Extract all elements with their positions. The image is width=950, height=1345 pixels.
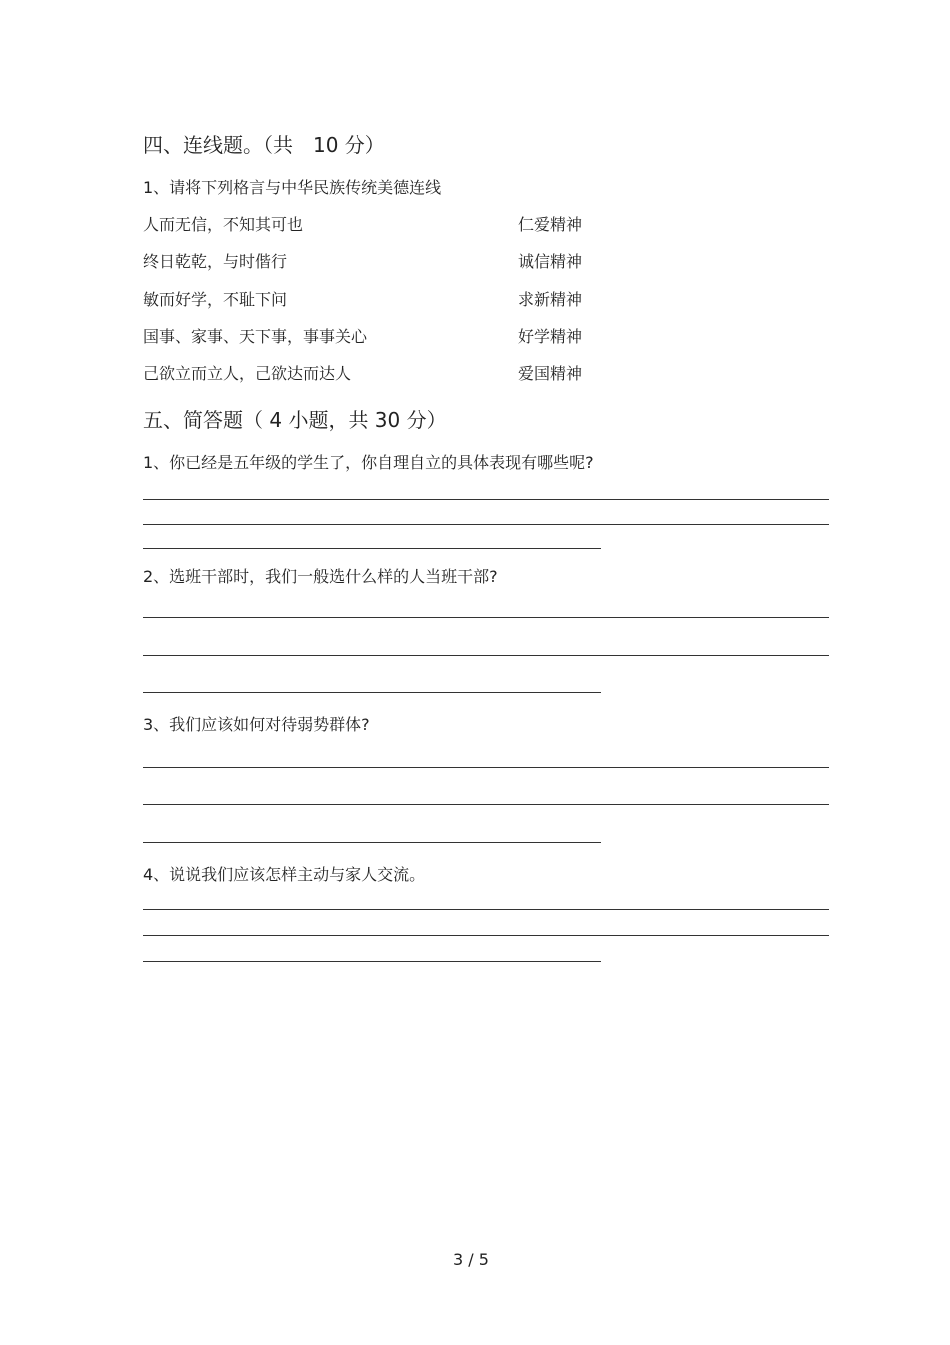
answer-line[interactable] [143,909,829,910]
maxim-1: 人而无信，不知其可也 [143,215,304,234]
question-1: 1、你已经是五年级的学生了，你自理自立的具体表现有哪些呢? [143,453,594,472]
answer-line[interactable] [143,692,601,693]
answer-line[interactable] [143,524,829,525]
maxim-5: 己欲立而立人，己欲达而达人 [143,364,352,383]
maxim-3: 敏而好学，不耻下问 [143,290,288,309]
section-5-title: 五、简答题（ 4 小题，共 30 分） [143,408,447,432]
virtue-3: 求新精神 [518,290,583,309]
maxim-2: 终日乾乾，与时偕行 [143,252,288,271]
answer-line[interactable] [143,499,829,500]
answer-line[interactable] [143,617,829,618]
virtue-1: 仁爱精神 [518,215,583,234]
maxim-4: 国事、家事、天下事，事事关心 [143,327,368,346]
answer-line[interactable] [143,548,601,549]
section-4-title: 四、连线题。（共 10 分） [143,133,385,157]
virtue-5: 爱国精神 [518,364,583,383]
answer-line[interactable] [143,842,601,843]
answer-line[interactable] [143,767,829,768]
page-number: 3 / 5 [453,1250,489,1269]
section-4-question: 1、请将下列格言与中华民族传统美德连线 [143,178,442,197]
virtue-4: 好学精神 [518,327,583,346]
answer-line[interactable] [143,804,829,805]
answer-line[interactable] [143,935,829,936]
virtue-2: 诚信精神 [518,252,583,271]
question-2: 2、选班干部时，我们一般选什么样的人当班干部? [143,567,498,586]
answer-line[interactable] [143,961,601,962]
answer-line[interactable] [143,655,829,656]
question-4: 4、说说我们应该怎样主动与家人交流。 [143,865,426,884]
question-3: 3、我们应该如何对待弱势群体? [143,715,370,734]
